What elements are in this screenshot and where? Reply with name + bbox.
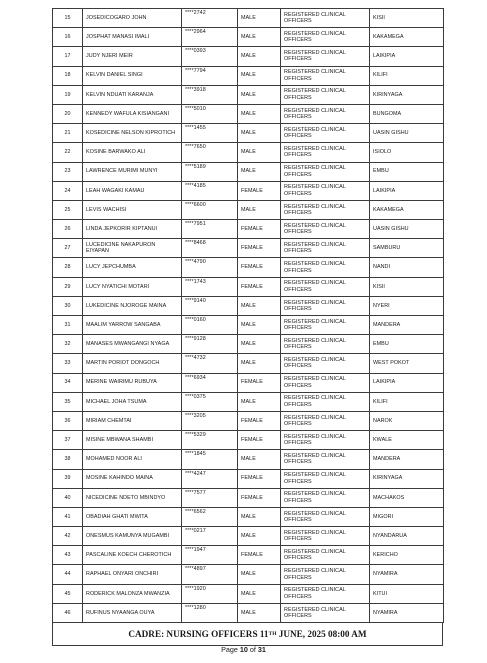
row-number-cell: 16 [53,28,83,47]
gender-cell: MALE [238,47,281,66]
page-label: Page [221,645,238,654]
gender-cell: MALE [238,104,281,123]
masked-id-cell: ****4732 [182,354,238,373]
row-number-cell: 43 [53,546,83,565]
row-number-cell: 20 [53,104,83,123]
row-number-cell: 15 [53,9,83,28]
cadre-cell: REGISTERED CLINICAL OFFICERS [281,431,370,450]
page-current: 10 [239,645,248,654]
gender-cell: MALE [238,66,281,85]
applicant-name-cell: MIRIAM CHEMTAI [83,411,182,430]
applicant-name-cell: MICHAEL JOHA TSUMA [83,392,182,411]
county-cell: KISII [370,9,444,28]
county-cell: KISII [370,277,444,296]
applicant-name-cell: LINDA JEPKORIR KIPTANUI [83,220,182,239]
masked-id-cell: ****0217 [182,527,238,546]
county-cell: SAMBURU [370,239,444,258]
table-row [53,220,444,239]
applicant-name-cell: JUDY NJERI MEIR [83,47,182,66]
applicant-name-cell: KENNEDY WAFULA KISIANGANI [83,104,182,123]
row-number-cell: 17 [53,47,83,66]
applicant-name-cell: RODERICK MALONZA MWANZIA [83,584,182,603]
gender-cell: MALE [238,565,281,584]
applicant-name-cell: MISINE MBWANA SHAMBI [83,431,182,450]
table-row [53,450,444,469]
county-cell: NYAMIRA [370,603,444,622]
row-number-cell: 24 [53,181,83,200]
applicant-name-cell: PASCALINE KOECH CHEROTICH [83,546,182,565]
masked-id-cell: ****9128 [182,335,238,354]
masked-id-cell: ****3918 [182,85,238,104]
row-number-cell: 31 [53,316,83,335]
masked-id-cell: ****6934 [182,373,238,392]
masked-id-cell: ****5189 [182,162,238,181]
masked-id-cell: ****3205 [182,411,238,430]
table-row [53,527,444,546]
cadre-cell: REGISTERED CLINICAL OFFICERS [281,354,370,373]
table-row [53,392,444,411]
roster-table-body [53,9,444,623]
county-cell: KWALE [370,431,444,450]
row-number-cell: 36 [53,411,83,430]
county-cell: ISIOLO [370,143,444,162]
gender-cell: MALE [238,354,281,373]
masked-id-cell: ****5010 [182,104,238,123]
table-row [53,258,444,277]
applicant-name-cell: LEAH WAGAKI KAMAU [83,181,182,200]
row-number-cell: 42 [53,527,83,546]
cadre-cell: REGISTERED CLINICAL OFFICERS [281,469,370,488]
county-cell: KITUI [370,584,444,603]
masked-id-cell: ****0375 [182,392,238,411]
cadre-cell: REGISTERED CLINICAL OFFICERS [281,162,370,181]
masked-id-cell: ****1280 [182,603,238,622]
gender-cell: FEMALE [238,546,281,565]
cadre-cell: REGISTERED CLINICAL OFFICERS [281,124,370,143]
table-row [53,373,444,392]
cadre-cell: REGISTERED CLINICAL OFFICERS [281,143,370,162]
gender-cell: MALE [238,316,281,335]
applicant-name-cell: RUFINUS NYAANGA OUYA [83,603,182,622]
county-cell: NYERI [370,296,444,315]
row-number-cell: 46 [53,603,83,622]
county-cell: BUNGOMA [370,104,444,123]
row-number-cell: 25 [53,200,83,219]
county-cell: EMBU [370,335,444,354]
cadre-cell: REGISTERED CLINICAL OFFICERS [281,527,370,546]
masked-id-cell: ****7951 [182,220,238,239]
gender-cell: FEMALE [238,411,281,430]
page-of: of [249,645,256,654]
gender-cell: MALE [238,296,281,315]
row-number-cell: 23 [53,162,83,181]
table-row [53,565,444,584]
table-row [53,162,444,181]
cadre-cell: REGISTERED CLINICAL OFFICERS [281,296,370,315]
county-cell: MANDERA [370,316,444,335]
county-cell: KIRINYAGA [370,85,444,104]
masked-id-cell: ****1920 [182,584,238,603]
county-cell: MIGORI [370,507,444,526]
section-heading-suffix: JUNE, 2025 08:00 AM [276,629,367,639]
cadre-cell: REGISTERED CLINICAL OFFICERS [281,9,370,28]
county-cell: MANDERA [370,450,444,469]
applicant-name-cell: MANASES MWANGANGI NYAGA [83,335,182,354]
masked-id-cell: ****7577 [182,488,238,507]
section-heading-prefix: CADRE: NURSING OFFICERS 11 [128,629,269,639]
masked-id-cell: ****1743 [182,277,238,296]
row-number-cell: 45 [53,584,83,603]
masked-id-cell: ****4897 [182,565,238,584]
cadre-cell: REGISTERED CLINICAL OFFICERS [281,277,370,296]
county-cell: KAKAMEGA [370,200,444,219]
cadre-cell: REGISTERED CLINICAL OFFICERS [281,507,370,526]
row-number-cell: 19 [53,85,83,104]
section-heading: CADRE: NURSING OFFICERS 11 TH JUNE, 2025 08:00 AM [52,623,443,646]
gender-cell: FEMALE [238,239,281,258]
row-number-cell: 39 [53,469,83,488]
applicant-name-cell: NICEDICINE NDETO MBINDYO [83,488,182,507]
table-row [53,584,444,603]
masked-id-cell: ****4247 [182,469,238,488]
gender-cell: MALE [238,85,281,104]
county-cell: LAIKIPIA [370,181,444,200]
row-number-cell: 33 [53,354,83,373]
table-row [53,85,444,104]
cadre-cell: REGISTERED CLINICAL OFFICERS [281,181,370,200]
table-row [53,296,444,315]
county-cell: EMBU [370,162,444,181]
county-cell: NAROK [370,411,444,430]
cadre-cell: REGISTERED CLINICAL OFFICERS [281,584,370,603]
masked-id-cell: ****1947 [182,546,238,565]
applicant-name-cell: OBADIAH GHATI MWITA [83,507,182,526]
row-number-cell: 29 [53,277,83,296]
page-total: 31 [257,645,266,654]
masked-id-cell: ****6600 [182,200,238,219]
applicant-name-cell: MARTIN PORIOT DONGOCH [83,354,182,373]
row-number-cell: 40 [53,488,83,507]
county-cell: WEST POKOT [370,354,444,373]
masked-id-cell: ****8468 [182,239,238,258]
table-row [53,469,444,488]
applicant-name-cell: LEVIS WACHISI [83,200,182,219]
cadre-cell: REGISTERED CLINICAL OFFICERS [281,603,370,622]
cadre-cell: REGISTERED CLINICAL OFFICERS [281,392,370,411]
gender-cell: FEMALE [238,373,281,392]
county-cell: KERICHO [370,546,444,565]
applicant-name-cell: MOHAMED NOOR ALI [83,450,182,469]
row-number-cell: 30 [53,296,83,315]
county-cell: MACHAKOS [370,488,444,507]
masked-id-cell: ****0160 [182,316,238,335]
cadre-cell: REGISTERED CLINICAL OFFICERS [281,66,370,85]
table-row [53,546,444,565]
cadre-cell: REGISTERED CLINICAL OFFICERS [281,200,370,219]
row-number-cell: 37 [53,431,83,450]
gender-cell: MALE [238,335,281,354]
gender-cell: MALE [238,124,281,143]
county-cell: LAIKIPIA [370,47,444,66]
applicant-name-cell: RAPHAEL ONYARI ONCHIRI [83,565,182,584]
table-row [53,66,444,85]
applicant-name-cell: KOSEDICINE NELSON KIPROTICH [83,124,182,143]
table-row [53,143,444,162]
county-cell: KAKAMEGA [370,28,444,47]
roster-sheet [52,8,443,646]
table-row [53,239,444,258]
row-number-cell: 26 [53,220,83,239]
gender-cell: FEMALE [238,181,281,200]
table-row [53,28,444,47]
applicant-name-cell: JOSPHAT MANASI IMALI [83,28,182,47]
table-row [53,603,444,622]
gender-cell: MALE [238,28,281,47]
table-row [53,9,444,28]
masked-id-cell: ****4185 [182,181,238,200]
table-row [53,181,444,200]
gender-cell: MALE [238,143,281,162]
county-cell: UASIN GISHU [370,124,444,143]
gender-cell: MALE [238,200,281,219]
cadre-cell: REGISTERED CLINICAL OFFICERS [281,258,370,277]
gender-cell: MALE [238,162,281,181]
masked-id-cell: ****9140 [182,296,238,315]
row-number-cell: 22 [53,143,83,162]
masked-id-cell: ****2964 [182,28,238,47]
gender-cell: MALE [238,9,281,28]
county-cell: UASIN GISHU [370,220,444,239]
masked-id-cell: ****6562 [182,507,238,526]
gender-cell: FEMALE [238,488,281,507]
cadre-cell: REGISTERED CLINICAL OFFICERS [281,239,370,258]
applicant-name-cell: ONESMUS KAMUNYA MUGAMBI [83,527,182,546]
applicant-name-cell: MAALIM YARROW SANGABA [83,316,182,335]
table-row [53,354,444,373]
gender-cell: FEMALE [238,431,281,450]
page-number [0,645,487,654]
gender-cell: MALE [238,450,281,469]
table-row [53,47,444,66]
cadre-cell: REGISTERED CLINICAL OFFICERS [281,104,370,123]
cadre-cell: REGISTERED CLINICAL OFFICERS [281,565,370,584]
county-cell: NYAMIRA [370,565,444,584]
table-row [53,411,444,430]
gender-cell: MALE [238,507,281,526]
applicant-name-cell: LUKEDICINE NJOROGE MAINA [83,296,182,315]
applicant-name-cell: LUCEDICINE NAKAPURON EIYAPAN [83,239,182,258]
row-number-cell: 32 [53,335,83,354]
cadre-cell: REGISTERED CLINICAL OFFICERS [281,220,370,239]
masked-id-cell: ****1455 [182,124,238,143]
county-cell: KILIFI [370,66,444,85]
county-cell: LAIKIPIA [370,373,444,392]
applicant-name-cell: MOSINE KAHINDO MAINA [83,469,182,488]
cadre-cell: REGISTERED CLINICAL OFFICERS [281,47,370,66]
applicant-name-cell: JOSEDICOGARO JOHN [83,9,182,28]
applicant-name-cell: KELVIN NDUATI KARANJA [83,85,182,104]
row-number-cell: 28 [53,258,83,277]
masked-id-cell: ****1845 [182,450,238,469]
applicant-name-cell: LUCY NYATICHI MOTARI [83,277,182,296]
row-number-cell: 35 [53,392,83,411]
table-row [53,431,444,450]
cadre-cell: REGISTERED CLINICAL OFFICERS [281,85,370,104]
table-row [53,277,444,296]
gender-cell: FEMALE [238,258,281,277]
masked-id-cell: ****5329 [182,431,238,450]
row-number-cell: 21 [53,124,83,143]
cadre-cell: REGISTERED CLINICAL OFFICERS [281,316,370,335]
table-row [53,316,444,335]
applicant-name-cell: LAWRENCE MURIMI MUNYI [83,162,182,181]
cadre-cell: REGISTERED CLINICAL OFFICERS [281,373,370,392]
gender-cell: FEMALE [238,277,281,296]
cadre-cell: REGISTERED CLINICAL OFFICERS [281,411,370,430]
table-row [53,200,444,219]
masked-id-cell: ****0393 [182,47,238,66]
row-number-cell: 38 [53,450,83,469]
gender-cell: FEMALE [238,469,281,488]
county-cell: KILIFI [370,392,444,411]
cadre-cell: REGISTERED CLINICAL OFFICERS [281,335,370,354]
roster-table [52,8,444,623]
table-row [53,507,444,526]
applicant-name-cell: KOSINE BARWAKO ALI [83,143,182,162]
cadre-cell: REGISTERED CLINICAL OFFICERS [281,28,370,47]
row-number-cell: 27 [53,239,83,258]
masked-id-cell: ****7650 [182,143,238,162]
table-row [53,104,444,123]
applicant-name-cell: LUCY JEPCHUMBA [83,258,182,277]
cadre-cell: REGISTERED CLINICAL OFFICERS [281,546,370,565]
gender-cell: FEMALE [238,220,281,239]
county-cell: NYANDARUA [370,527,444,546]
applicant-name-cell: MERINE WAIRIMU RUBUYA [83,373,182,392]
county-cell: KIRINYAGA [370,469,444,488]
gender-cell: MALE [238,603,281,622]
row-number-cell: 34 [53,373,83,392]
gender-cell: MALE [238,527,281,546]
row-number-cell: 44 [53,565,83,584]
masked-id-cell: ****4790 [182,258,238,277]
masked-id-cell: ****7794 [182,66,238,85]
applicant-name-cell: KELVIN DANIEL SINGI [83,66,182,85]
county-cell: NANDI [370,258,444,277]
row-number-cell: 41 [53,507,83,526]
gender-cell: MALE [238,584,281,603]
table-row [53,335,444,354]
row-number-cell: 18 [53,66,83,85]
table-row [53,124,444,143]
table-row [53,488,444,507]
cadre-cell: REGISTERED CLINICAL OFFICERS [281,450,370,469]
gender-cell: MALE [238,392,281,411]
masked-id-cell: ****2742 [182,9,238,28]
cadre-cell: REGISTERED CLINICAL OFFICERS [281,488,370,507]
